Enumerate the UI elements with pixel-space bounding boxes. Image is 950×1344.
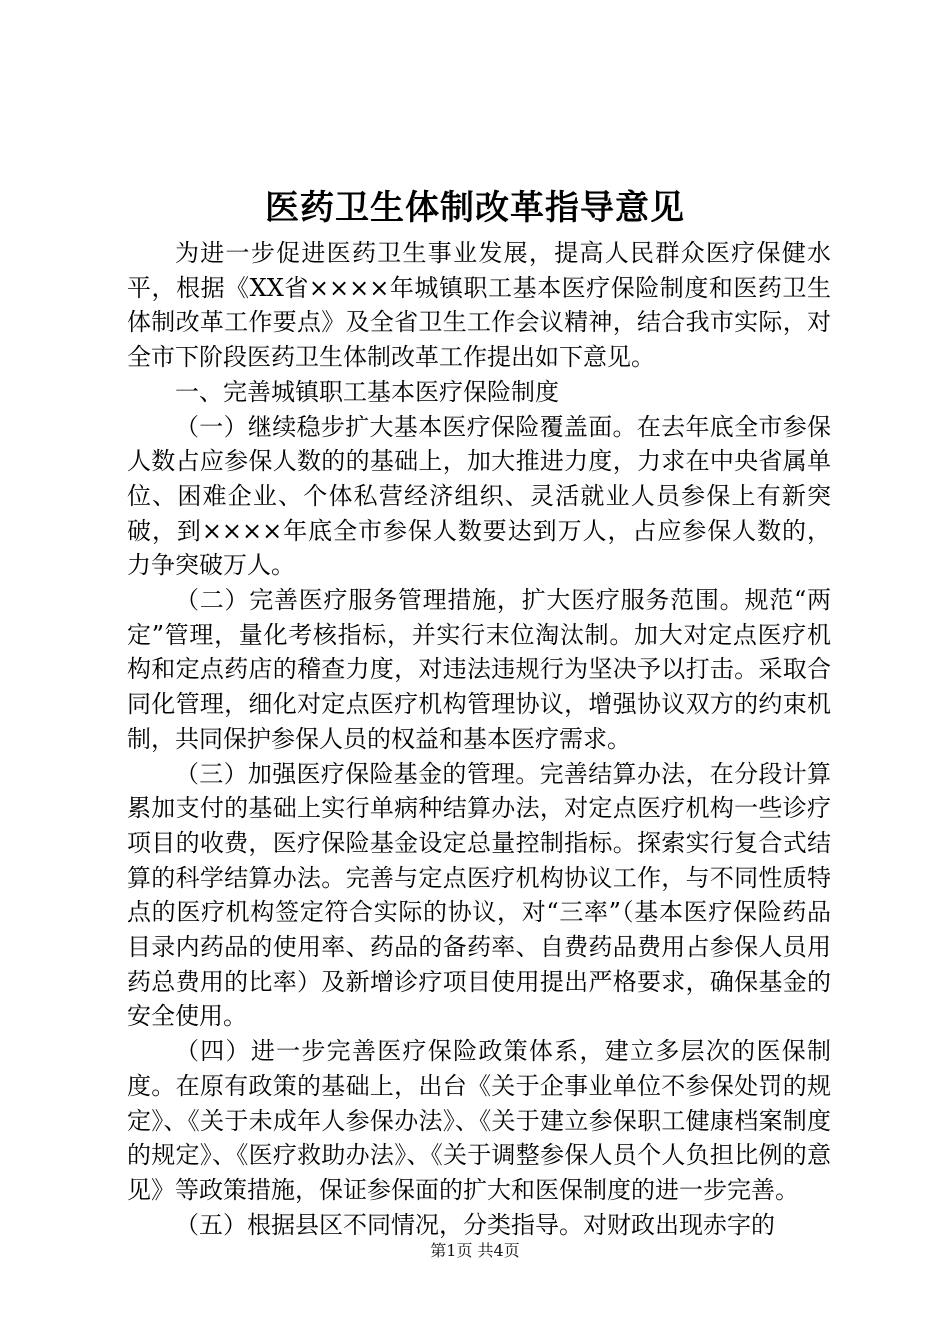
item-paragraph-2: （二）完善医疗服务管理措施，扩大医疗服务范围。规范“两定”管理，量化考核指标，并实行末位淘汰制。加大对定点医疗机构和定点药店的稽查力度，对违法违规行为坚决予以打击。采取合同化管理，细化对定点医疗机构管理协议，增强协议双方的约束机制，共同保护参保人员的权益和基本医疗需求。: [127, 586, 831, 753]
intro-paragraph: 为进一步促进医药卫生事业发展，提高人民群众医疗保健水平，根据《XX省××××年城镇职工基本医疗保险制度和医药卫生体制改革工作要点》及全省卫生工作会议精神，结合我市实际，对全市下阶段医药卫生体制改革工作提出如下意见。: [127, 239, 831, 372]
item-paragraph-3: （三）加强医疗保险基金的管理。完善结算办法，在分段计算累加支付的基础上实行单病种结算办法，对定点医疗机构一些诊疗项目的收费，医疗保险基金设定总量控制指标。探索实行复合式结算的科学结算办法。完善与定点医疗机构协议工作，与不同性质特点的医疗机构签定符合实际的协议，对“三率”（基本医疗保险药品目录内药品的使用率、药品的备药率、自费药品费用占参保人员用药总费用的比率）及新增诊疗项目使用提出严格要求，确保基金的安全使用。: [127, 759, 831, 1031]
page-footer: 第1页 共4页: [430, 1241, 520, 1260]
section-heading-1: 一、完善城镇职工基本医疗保险制度: [175, 377, 559, 406]
item-paragraph-4: （四）进一步完善医疗保险政策体系，建立多层次的医保制度。在原有政策的基础上，出台《关于企事业单位不参保处罚的规定》、《关于未成年人参保办法》、《关于建立参保职工健康档案制度的规定》、《医疗救助办法》、《关于调整参保人员个人负担比例的意见》等政策措施，保证参保面的扩大和医保制度的进一步完善。: [127, 1037, 831, 1204]
item-paragraph-1: （一）继续稳步扩大基本医疗保险覆盖面。在去年底全市参保人数占应参保人数的的基础上，加大推进力度，力求在中央省属单位、困难企业、个体私营经济组织、灵活就业人员参保上有新突破，到××××年底全市参保人数要达到万人，占应参保人数的，力争突破万人。: [127, 412, 831, 580]
document-title: 医药卫生体制改革指导意见: [265, 188, 685, 228]
item-paragraph-5: （五）根据县区不同情况，分类指导。对财政出现赤字的: [175, 1210, 775, 1239]
document-body: [127, 236, 831, 1242]
